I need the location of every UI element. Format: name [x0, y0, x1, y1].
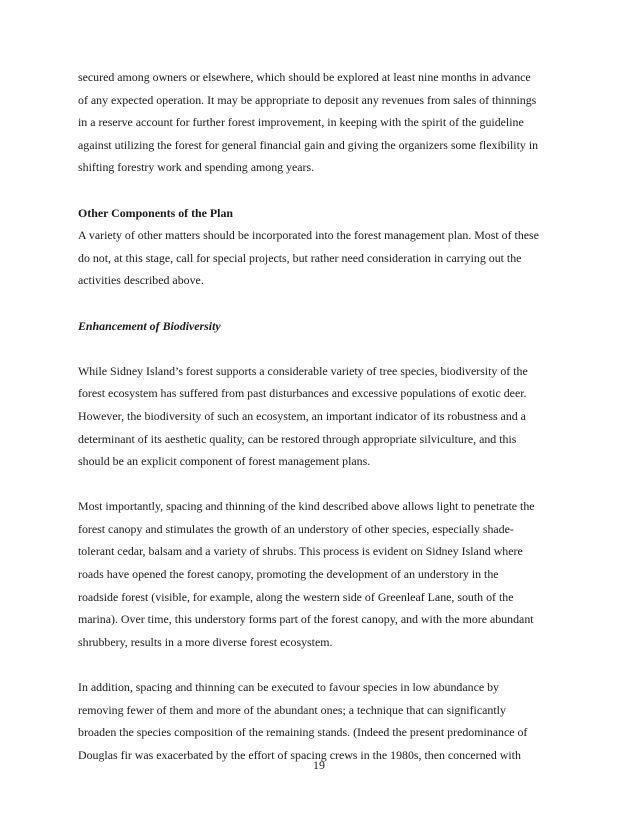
text-line: However, the biodiversity of such an ecosystem, an important indicator of its robustness and a: [78, 408, 526, 423]
text-line: do not, at this stage, call for special projects, but rather need consideration in carrying out the: [78, 250, 522, 265]
text-line: While Sidney Island’s forest supports a considerable variety of tree species, biodiversity of the: [78, 363, 528, 378]
text-line: determinant of its aesthetic quality, can be restored through appropriate silviculture, and this: [78, 431, 517, 446]
text-line: broaden the species composition of the remaining stands. (Indeed the present predominance of: [78, 725, 528, 740]
text-line: Douglas fir was exacerbated by the effort of spacing crews in the 1980s, then concerned with: [78, 747, 521, 762]
text-line: shrubbery, results in a more diverse forest ecosystem.: [78, 634, 333, 649]
paragraph-continuation: [78, 66, 568, 179]
subsection-heading-biodiversity: Enhancement of Biodiversity: [78, 318, 221, 333]
text-line: marina). Over time, this understory forms part of the forest canopy, and with the more abundant: [78, 612, 534, 627]
text-line: Most importantly, spacing and thinning of the kind described above allows light to penetrate the: [78, 499, 535, 514]
text-line: shifting forestry work and spending among years.: [78, 160, 315, 175]
page-number: 19: [313, 758, 325, 772]
text-line: roadside forest (visible, for example, along the western side of Greenleaf Lane, south of the: [78, 589, 514, 604]
paragraph-gap: [78, 179, 568, 202]
paragraph-gap: [78, 292, 568, 315]
text-line: forest canopy and stimulates the growth of an understory of other species, especially shade-: [78, 521, 514, 536]
text-line: secured among owners or elsewhere, which should be explored at least nine months in advance: [78, 70, 531, 84]
paragraph-other-components: [78, 224, 568, 292]
text-line: against utilizing the forest for general financial gain and giving the organizers some flexibility in: [78, 137, 539, 152]
paragraph-gap: [78, 653, 568, 676]
paragraph-gap: [78, 337, 568, 360]
text-line: activities described above.: [78, 273, 204, 288]
text-line: in a reserve account for further forest improvement, in keeping with the spirit of the guideline: [78, 115, 524, 130]
text-line: tolerant cedar, balsam and a variety of shrubs. This process is evident on Sidney Island where: [78, 544, 523, 559]
text-line: roads have opened the forest canopy, promoting the development of an understory in the: [78, 567, 499, 582]
text-line: should be an explicit component of forest management plans.: [78, 454, 371, 469]
paragraph-gap: [78, 473, 568, 496]
text-line: of any expected operation. It may be appropriate to deposit any revenues from sales of thinnings: [78, 92, 537, 107]
text-line: removing fewer of them and more of the abundant ones; a technique that can significantly: [78, 702, 506, 717]
text-line: A variety of other matters should be incorporated into the forest management plan. Most of these: [78, 228, 539, 243]
text-line: In addition, spacing and thinning can be executed to favour species in low abundance by: [78, 680, 499, 695]
text-line: forest ecosystem has suffered from past disturbances and excessive populations of exotic deer.: [78, 386, 527, 401]
document-page: [78, 66, 568, 766]
paragraph-spacing-thinning: [78, 495, 568, 653]
section-heading-other-components: Other Components of the Plan: [78, 205, 234, 220]
paragraph-biodiversity-intro: [78, 360, 568, 473]
paragraph-species-composition: [78, 676, 568, 766]
